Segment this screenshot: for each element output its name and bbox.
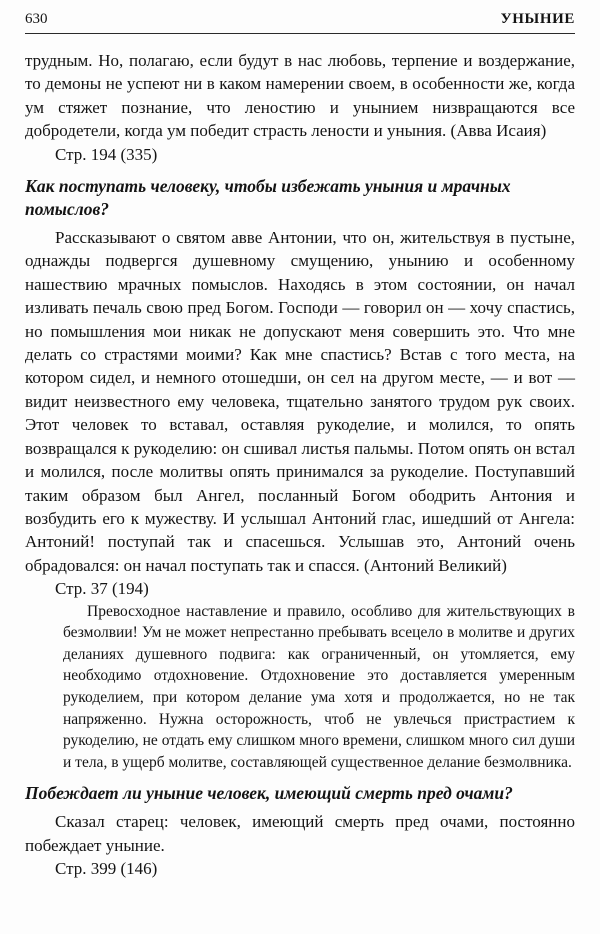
page-reference: Стр. 37 (194)	[55, 579, 149, 599]
content-area	[25, 49, 575, 881]
section-heading: Как поступать человеку, чтобы избежать уныния и мрачных помыслов?	[25, 176, 511, 220]
body-paragraph: трудным. Но, полагаю, если будут в нас любовь, терпение и воздержание, то демоны не успеют ни в каком намерении своем, в особенности же, когда ум стяжет познание, что леностию и унынием низвращаются все добродетели, когда ум победит страсть лености и уныния. (Авва Исаия)	[25, 51, 575, 141]
page-header	[25, 10, 575, 34]
page-reference: Стр. 399 (146)	[55, 859, 158, 879]
section-heading: Побеждает ли уныние человек, имеющий смерть пред очами?	[25, 783, 513, 804]
page-number: 630	[25, 11, 48, 27]
running-title: УНЫНИЕ	[500, 11, 575, 27]
body-paragraph: Рассказывают о святом авве Антонии, что он, жительствуя в пустыне, однажды подвергся душевному смущению, унынию и особенному нашествию мрачных помыслов. Находясь в этом состоянии, он начал изливать печаль свою пред Богом. Господи — говорил он — хочу спастись, но помышления мои никак не допускают меня совершить это. Что мне делать со страстями моими? Как мне спастись? Встав с того места, на котором сидел, и немного отошедши, он сел на другом месте, — и вот — видит неизвестного ему человека, тщательно занятого трудом рук своих. Этот человек то вставал, оставляя рукоделие, и молился, то опять возвращался к рукоделию: он сшивал листья пальмы. Потом опять он встал и молился, после молитвы опять принимался за рукоделие. Поступавший таким образом был Ангел, посланный Богом ободрить Антония и возбудить его к мужеству. И услышал Антоний глас, ишедший от Ангела: Антоний! поступай так и спасешься. Услышав это, Антоний очень обрадовался: он начал поступать так и спасся. (Антоний Великий)	[25, 228, 575, 575]
page-reference: Стр. 194 (335)	[55, 144, 158, 164]
commentary-quote: Превосходное наставление и правило, особливо для жительствующих в безмолвии! Ум не может непрестанно пребывать всецело в молитве и других деланиях душевного подвига: как ограниченный, он утомляется, ему необходимо отдохновение. Отдохновение это доставляется умеренным рукоделием, при котором делание ума хотя и продолжается, но не так напряженно. Нужна осторожность, чтоб не увлечься пристрастием к рукоделию, не отдать ему слишком много времени, слишком много сил души и тела, в ущерб молитве, составляющей существенное делание безмолвника.	[63, 602, 575, 771]
body-paragraph: Сказал старец: человек, имеющий смерть пред очами, постоянно побеждает уныние.	[25, 812, 575, 855]
